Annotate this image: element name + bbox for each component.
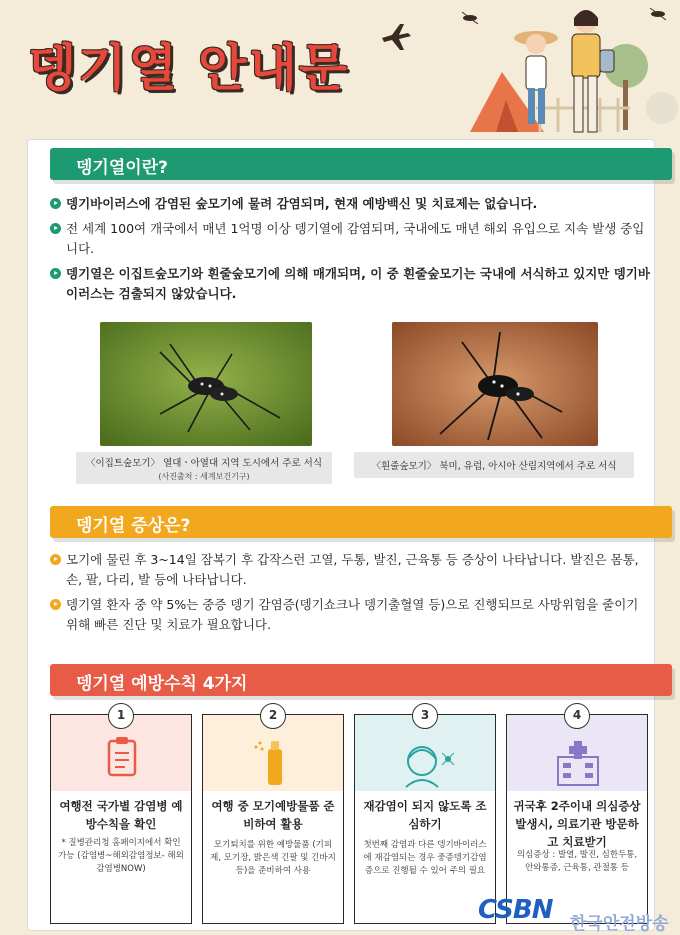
photo-caption-aegypti: 〈이집트숲모기〉 열대ㆍ아열대 지역 도시에서 주로 서식 (사진출처 : 세계보건기구) — [76, 452, 332, 484]
page-title: 뎅기열 안내문 — [28, 39, 350, 97]
watermark-logo: CSBN — [478, 895, 553, 925]
list-item: 뎅기열은 이집트숲모기와 흰줄숲모기에 의해 매개되며, 이 중 흰줄숲모기는 국내에 서식하고 있지만 뎅기바이러스는 검출되지 않았습니다. — [50, 264, 650, 304]
play-bullet-icon — [50, 599, 61, 610]
step-number: 4 — [564, 703, 590, 729]
play-bullet-icon — [50, 223, 61, 234]
section-heading-what: 뎅기열이란? — [50, 148, 672, 180]
clipboard-icon — [94, 735, 150, 785]
watermark-text: 한국안전방송 — [570, 914, 669, 934]
prevention-step-2 — [202, 708, 344, 924]
list-item: 모기에 물린 후 3~14일 잠복기 후 갑작스런 고열, 두통, 발진, 근육통 등 증상이 나타납니다. 발진은 몸통, 손, 팔, 다리, 발 등에 나타납니다. — [50, 550, 650, 590]
airplane-icon — [378, 18, 414, 54]
travelers-illustration — [440, 0, 680, 150]
step-number: 2 — [260, 703, 286, 729]
step-detail: * 질병관리청 홈페이지에서 확인 가능 (감염병~해외감염정보- 해외감염병NOW) — [58, 838, 184, 874]
play-bullet-icon — [50, 268, 61, 279]
step-detail: 첫번째 감염과 다른 뎅기바이러스에 재감염되는 경우 중증뎅기감염증으로 진행될 수 있어 주의 필요 — [363, 840, 487, 876]
play-bullet-icon — [50, 554, 61, 565]
step-detail: 의심증상 : 발열, 발진, 심한두통, 안와통증, 근육통, 관절통 등 — [516, 850, 638, 873]
prevention-step-1 — [50, 708, 192, 924]
section-heading-symptoms: 뎅기열 증상은? — [50, 506, 672, 538]
info-card — [28, 140, 654, 930]
spray-bottle-icon — [246, 735, 302, 791]
step-number: 1 — [108, 703, 134, 729]
broadcaster-watermark — [478, 895, 678, 934]
step-heading: 재감염이 되지 않도록 조심하기 — [363, 799, 487, 831]
what-bullet-list — [50, 194, 650, 309]
step-heading: 여행전 국가별 감염병 예방수칙을 확인 — [59, 799, 183, 831]
hero-banner — [0, 0, 680, 150]
section-heading-prevention: 뎅기열 예방수칙 4가지 — [50, 664, 672, 696]
play-bullet-icon — [50, 198, 61, 209]
symptoms-bullet-list — [50, 550, 650, 640]
aedes-albopictus-photo — [392, 322, 598, 446]
step-detail: 모기퇴치를 위한 예방물품 (기피제, 모기장, 밝은색 긴팔 및 긴바지 등)을 준비하여 사용 — [210, 840, 336, 876]
list-item: 뎅기바이러스에 감염된 숲모기에 물려 감염되며, 현재 예방백신 및 치료제는 없습니다. — [50, 194, 650, 214]
photo-caption-albopictus: 〈흰줄숲모기〉 북미, 유럽, 아시아 산림지역에서 주로 서식 — [354, 452, 634, 478]
step-number: 3 — [412, 703, 438, 729]
step-heading: 여행 중 모기예방물품 준비하여 활용 — [211, 799, 335, 831]
hospital-icon — [550, 735, 606, 791]
step-heading: 귀국후 2주이내 의심증상 발생시, 의료기관 방문하고 치료받기 — [513, 799, 641, 849]
prevention-step-3 — [354, 708, 496, 924]
list-item: 뎅기열 환자 중 약 5%는 중증 뎅기 감염증(뎅기쇼크나 뎅기출혈열 등)으로 진행되므로 사망위험을 줄이기 위해 빠른 진단 및 치료가 필요합니다. — [50, 595, 650, 635]
aedes-aegypti-photo — [100, 322, 312, 446]
list-item: 전 세계 100여 개국에서 매년 1억명 이상 뎅기열에 감염되며, 국내에도 매년 해외 유입으로 지속 발생 중입니다. — [50, 219, 650, 259]
person-mosquito-icon — [398, 735, 458, 791]
prevention-step-4 — [506, 708, 648, 924]
